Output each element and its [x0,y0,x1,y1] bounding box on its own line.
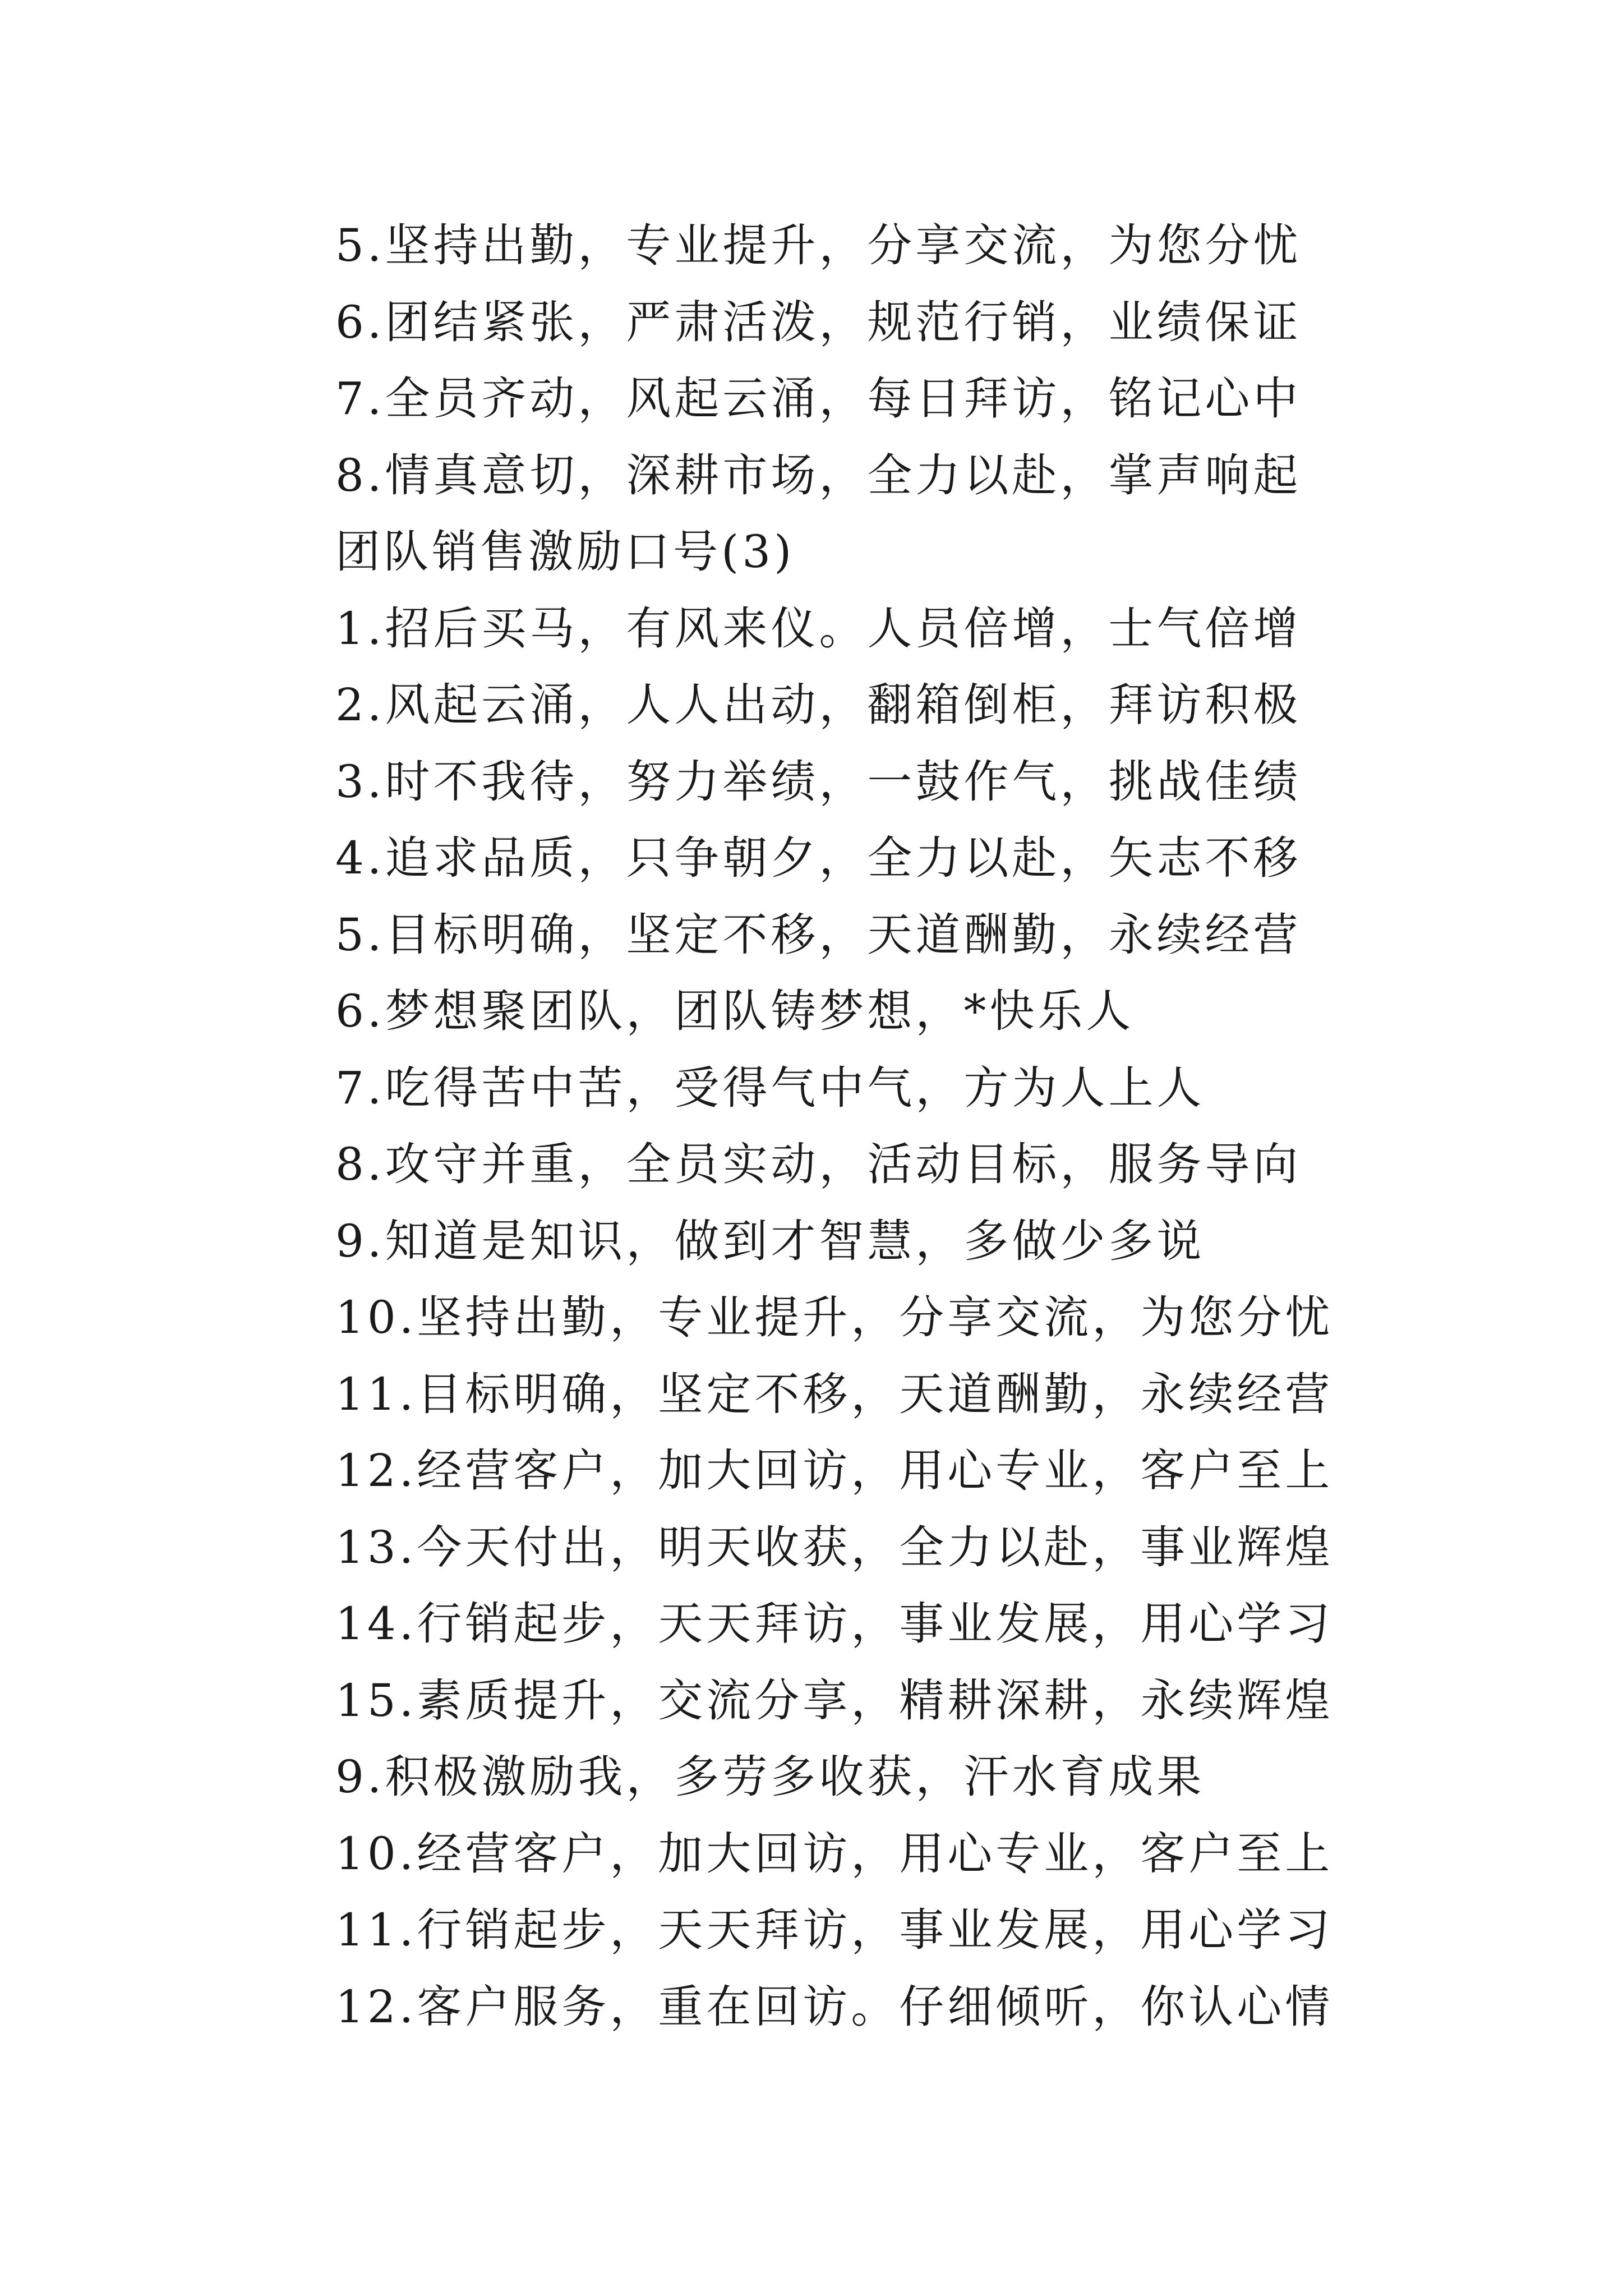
text-line: 9.积极激励我，多劳多收获，汗水育成果 [335,1751,1205,1803]
text-line: 7.吃得苦中苦，受得气中气，方为人上人 [335,1061,1205,1114]
text-line: 12.客户服务，重在回访。仔细倾听，你认心情 [335,1980,1334,2033]
text-line: 13.今天付出，明天收获，全力以赴，事业辉煌 [335,1521,1334,1573]
text-line: 4.追求品质，只争朝夕，全力以赴，矢志不移 [335,832,1302,884]
section-heading: 团队销售激励口号(3) [335,526,795,578]
text-line: 8.情真意切，深耕市场，全力以赴，掌声响起 [335,449,1302,501]
text-line: 8.攻守并重，全员实动，活动目标，服务导向 [335,1138,1302,1190]
text-line: 5.目标明确，坚定不移，天道酬勤，永续经营 [335,908,1302,961]
text-line: 10.经营客户，加大回访，用心专业，客户至上 [335,1827,1334,1880]
text-line: 5.坚持出勤，专业提升，分享交流，为您分忧 [335,219,1302,272]
text-line: 10.坚持出勤，专业提升，分享交流，为您分忧 [335,1291,1334,1343]
text-line: 15.素质提升，交流分享，精耕深耕，永续辉煌 [335,1674,1334,1727]
text-line: 14.行销起步，天天拜访，事业发展，用心学习 [335,1598,1334,1650]
text-line: 9.知道是知识，做到才智慧，多做少多说 [335,1214,1205,1267]
text-line: 1.招后买马，有风来仪。人员倍增，士气倍增 [335,602,1302,655]
text-line: 3.时不我待，努力举绩，一鼓作气，挑战佳绩 [335,755,1302,808]
text-line: 6.团结紧张，严肃活泼，规范行销，业绩保证 [335,296,1302,348]
text-line: 2.风起云涌，人人出动，翻箱倒柜，拜访积极 [335,679,1302,731]
text-line: 12.经营客户，加大回访，用心专业，客户至上 [335,1444,1334,1497]
text-line: 11.目标明确，坚定不移，天道酬勤，永续经营 [335,1368,1334,1420]
text-line: 11.行销起步，天天拜访，事业发展，用心学习 [335,1904,1334,1956]
text-line: 7.全员齐动，风起云涌，每日拜访，铭记心中 [335,372,1302,425]
text-line: 6.梦想聚团队，团队铸梦想，*快乐人 [335,985,1135,1037]
document-body [335,208,1513,2045]
